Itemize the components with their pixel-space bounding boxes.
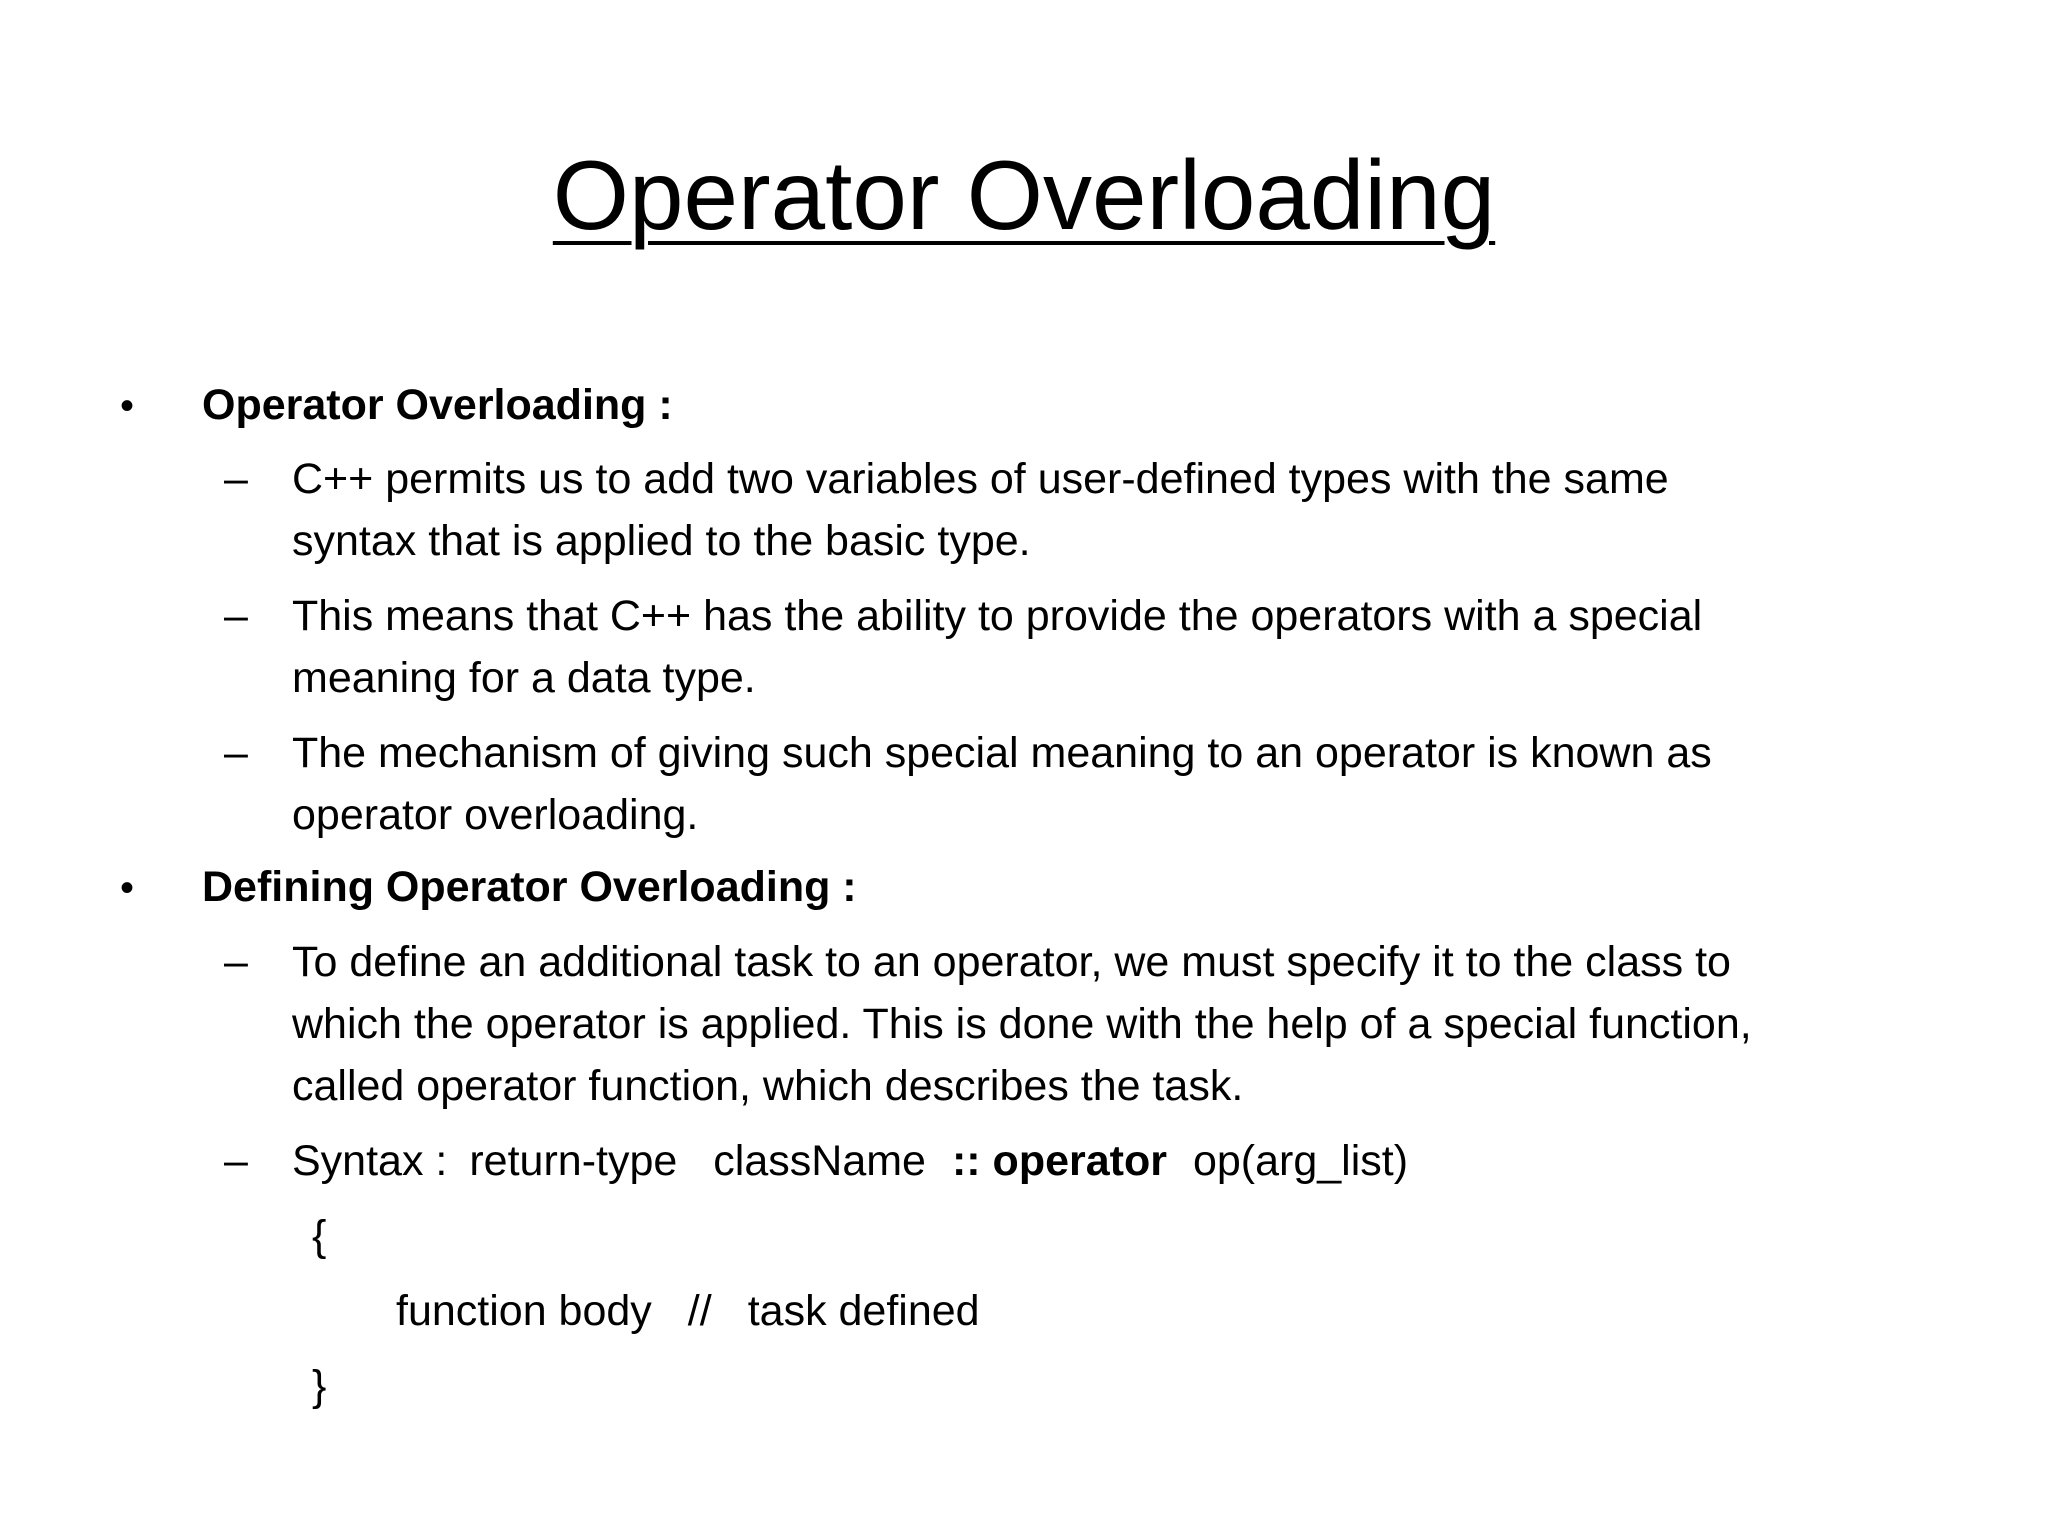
dash-icon: – xyxy=(224,455,248,503)
slide-title: Operator Overloading xyxy=(552,140,1496,250)
syntax-class-name: className xyxy=(713,1137,926,1185)
dash-icon: – xyxy=(224,938,248,986)
dash-icon: – xyxy=(224,592,248,640)
syntax-line xyxy=(292,1130,1408,1192)
list-item-line: To define an additional task to an operator, we must specify it to the class to xyxy=(292,938,1731,986)
dash-icon: – xyxy=(224,1137,248,1185)
code-open-brace: { xyxy=(312,1212,327,1260)
code-comment-text: task defined xyxy=(747,1287,980,1335)
list-item-line: meaning for a data type. xyxy=(292,654,756,702)
section-heading-operator-overloading: Operator Overloading : xyxy=(202,381,673,429)
code-comment-marker: // xyxy=(687,1287,712,1335)
syntax-return-type: return-type xyxy=(469,1137,678,1185)
list-item-line: which the operator is applied. This is done with the help of a special function, xyxy=(292,1000,1752,1048)
section-heading-defining-operator-overloading: Defining Operator Overloading : xyxy=(202,863,857,911)
bullet-icon: • xyxy=(120,384,135,428)
dash-icon: – xyxy=(224,729,248,777)
code-close-brace: } xyxy=(312,1362,327,1410)
list-item-line: This means that C++ has the ability to provide the operators with a special xyxy=(292,592,1703,640)
list-item-line: called operator function, which describes the task. xyxy=(292,1062,1244,1110)
list-item-line: The mechanism of giving such special meaning to an operator is known as xyxy=(292,729,1712,777)
syntax-op-args: op(arg_list) xyxy=(1192,1137,1409,1185)
code-body: function body xyxy=(396,1287,652,1335)
bullet-icon: • xyxy=(120,866,135,910)
list-item-line: syntax that is applied to the basic type. xyxy=(292,517,1031,565)
code-body-line xyxy=(396,1280,980,1342)
syntax-scope-operator: :: operator xyxy=(951,1137,1167,1185)
syntax-label: Syntax : xyxy=(292,1137,448,1185)
list-item-line: operator overloading. xyxy=(292,791,699,839)
list-item-line: C++ permits us to add two variables of user-defined types with the same xyxy=(292,455,1669,503)
